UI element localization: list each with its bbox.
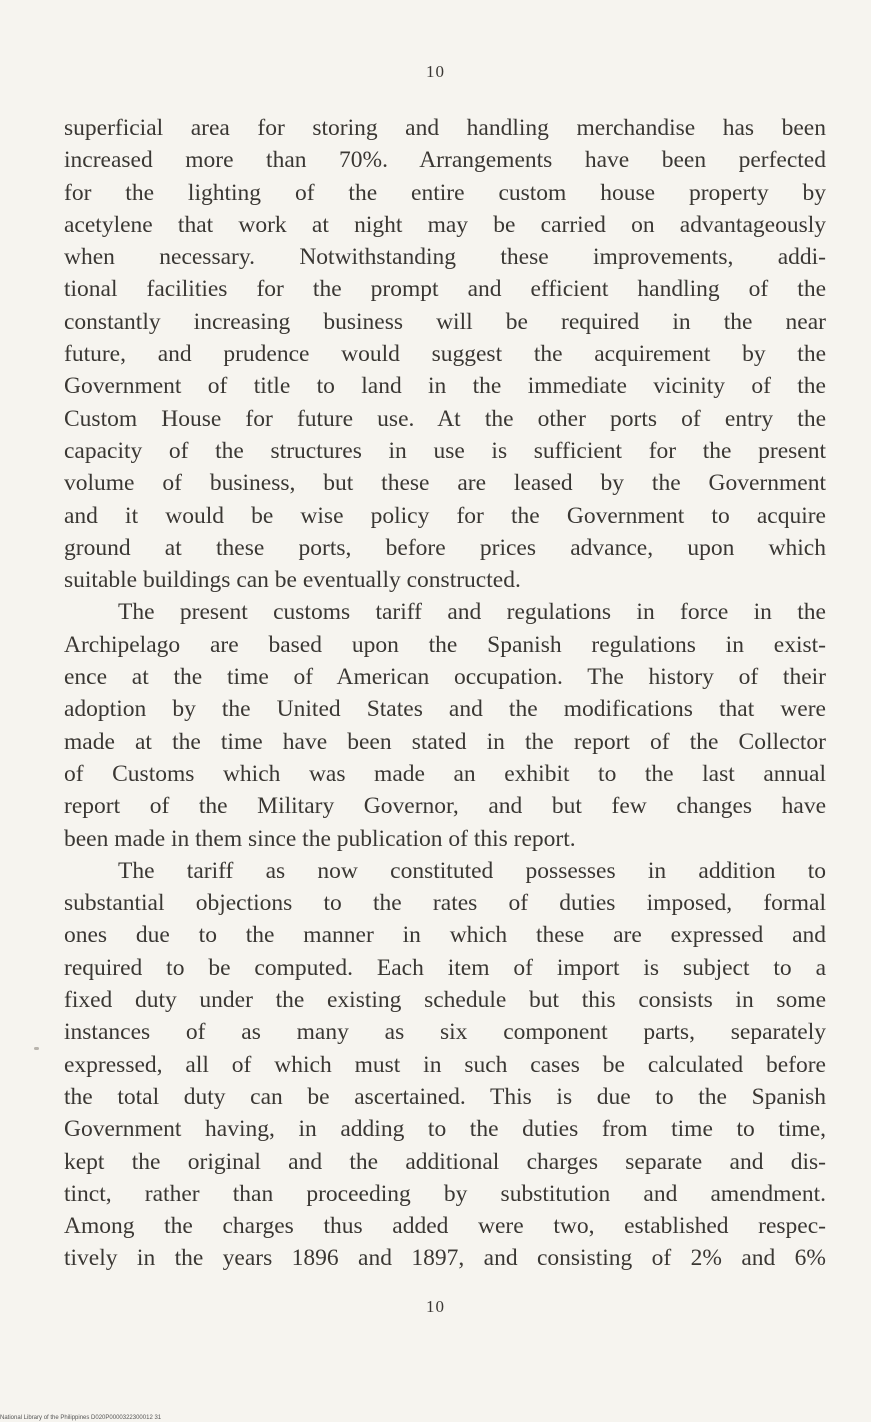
text-line: fixed duty under the existing schedule but this consists in some [64,987,826,1014]
text-line: ground at these ports, before prices advance, upon which [64,534,826,561]
text-line: and it would be wise policy for the Government to acquire [64,502,826,529]
paragraph-3 [64,855,826,1275]
scan-speck [34,1047,39,1050]
paragraph-1 [64,112,826,596]
text-line: Custom House for future use. At the other ports of entry the [64,405,826,432]
text-line: report of the Military Governor, and but few changes have [64,793,826,820]
text-line: suitable buildings can be eventually constructed. [64,567,521,594]
text-line: Government of title to land in the immediate vicinity of the [64,373,826,400]
text-line: substantial objections to the rates of duties imposed, formal [64,890,826,917]
page-number-top: 10 [426,62,445,81]
text-line: tional facilities for the prompt and efficient handling of the [64,276,826,303]
text-line: constantly increasing business will be required in the near [64,308,826,335]
text-line: Government having, in adding to the duties from time to time, [64,1116,826,1143]
text-line: of Customs which was made an exhibit to the last annual [64,760,826,787]
text-line: made at the time have been stated in the report of the Collector [64,728,826,755]
text-line: ence at the time of American occupation. The history of their [64,664,826,691]
text-line: The tariff as now constituted possesses in addition to [118,857,826,884]
paragraph-2 [64,596,826,854]
text-line: ones due to the manner in which these are expressed and [64,922,826,949]
text-line: increased more than 70%. Arrangements have been perfected [64,147,826,174]
text-line: adoption by the United States and the modifications that were [64,696,826,723]
text-line: required to be computed. Each item of import is subject to a [64,954,826,981]
text-line: expressed, all of which must in such cases be calculated before [64,1051,826,1078]
body-text [64,112,826,1275]
text-line: acetylene that work at night may be carried on advantageously [64,211,826,238]
text-line: future, and prudence would suggest the acquirement by the [64,341,826,368]
text-line: instances of as many as six component parts, separately [64,1019,826,1046]
text-line: tinct, rather than proceeding by substitution and amendment. [64,1180,826,1207]
text-line: Archipelago are based upon the Spanish regulations in exist- [64,631,826,658]
footer-credit: National Library of the Philippines D020P0000322300012 31 [0,1415,162,1421]
text-line: been made in them since the publication of this report. [64,825,576,852]
text-line: kept the original and the additional charges separate and dis- [64,1148,826,1175]
text-line: volume of business, but these are leased by the Government [64,470,826,497]
page-number-bottom: 10 [426,1297,445,1316]
text-line: Among the charges thus added were two, established respec- [64,1213,826,1240]
text-line: for the lighting of the entire custom house property by [64,179,826,206]
text-line: capacity of the structures in use is sufficient for the present [64,437,826,464]
text-line: The present customs tariff and regulations in force in the [118,599,826,626]
text-line: tively in the years 1896 and 1897, and consisting of 2% and 6% [64,1245,826,1272]
text-line: the total duty can be ascertained. This is due to the Spanish [64,1083,826,1110]
text-line: superficial area for storing and handling merchandise has been [64,115,826,141]
text-line: when necessary. Notwithstanding these improvements, addi- [64,244,826,271]
